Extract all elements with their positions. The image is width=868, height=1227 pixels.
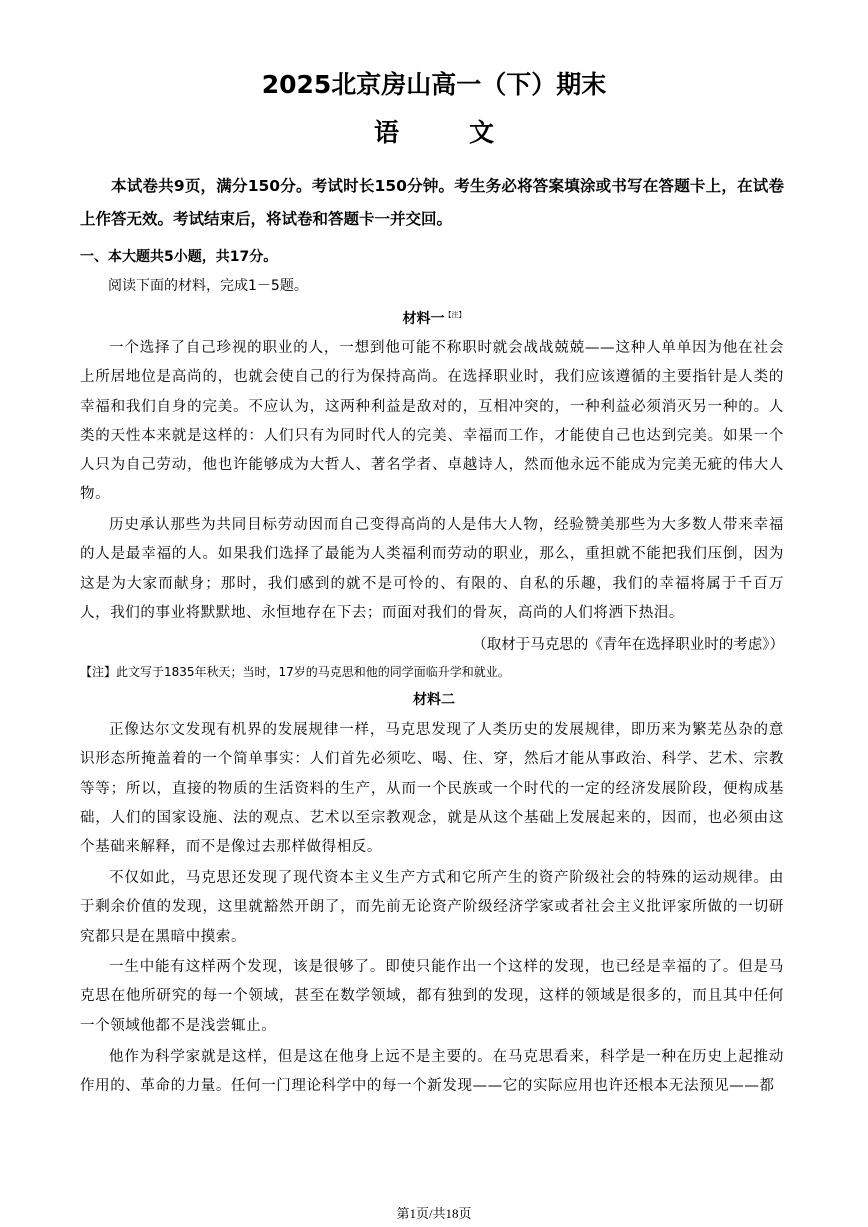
section-heading: 一、本大题共5小题，共17分。	[80, 249, 278, 265]
subject-char-1: 语	[373, 118, 399, 147]
material-1-paragraph-2: 历史承认那些为共同目标劳动因而自己变得高尚的人是伟大人物，经验赞美那些为大多数人带来幸福的人是最幸福的人。如果我们选择了最能为人类福利而劳动的职业，那么，重担就不能把我们压倒，因为这是为大家而献身；那时，我们感到的就不是可怜的、有限的、自私的乐趣，我们的幸福将属于千百万人，我们的事业将默默地、永恒地存在下去；而面对我们的骨灰，高尚的人们将洒下热泪。	[80, 517, 784, 621]
material-2-paragraph-2: 不仅如此，马克思还发现了现代资本主义生产方式和它所产生的资产阶级社会的特殊的运动规律。由于剩余价值的发现，这里就豁然开朗了，而先前无论资产阶级经济学家或者社会主义批评家所做的一切研究都只是在黑暗中摸索。	[80, 870, 784, 945]
material-1-title	[0, 303, 868, 331]
material-2-paragraph-4: 他作为科学家就是这样，但是这在他身上远不是主要的。在马克思看来，科学是一种在历史上起推动作用的、革命的力量。任何一门理论科学中的每一个新发现——它的实际应用也许还根本无法预见——都	[80, 1049, 784, 1095]
reading-directive: 阅读下面的材料，完成1－5题。	[108, 278, 308, 294]
material-2-paragraph-1: 正像达尔文发现有机界的发展规律一样，马克思发现了人类历史的发展规律，即历来为繁芜丛杂的意识形态所掩盖着的一个简单事实：人们首先必须吃、喝、住、穿，然后才能从事政治、科学、艺术、宗教等等；所以，直接的物质的生活资料的生产，从而一个民族或一个时代的一定的经济发展阶段，便构成基础，人们的国家设施、法的观点、艺术以至宗教观念，就是从这个基础上发展起来的，因而，也必须由这个基础来解释，而不是像过去那样做得相反。	[80, 722, 784, 856]
exam-instructions: 本试卷共9页，满分150分。考试时长150分钟。考生务必将答案填涂或书写在答题卡上，在试卷上作答无效。考试结束后，将试卷和答题卡一并交回。	[80, 177, 784, 228]
material-1-title-text: 材料一	[402, 311, 445, 327]
material-1-footnote: 【注】此文写于1835年秋天；当时，17岁的马克思和他的同学面临升学和就业。	[80, 665, 510, 679]
material-2-title: 材料二	[413, 692, 455, 708]
material-1-paragraph-1: 一个选择了自己珍视的职业的人，一想到他可能不称职时就会战战兢兢——这种人单单因为他在社会上所居地位是高尚的，也就会使自己的行为保持高尚。在选择职业时，我们应该遵循的主要指针是人类的幸福和我们自身的完美。不应认为，这两种利益是敌对的，互相冲突的，一种利益必须消灭另一种的。人类的天性本来就是这样的：人们只有为同时代人的完美、幸福而工作，才能使自己也达到完美。如果一个人只为自己劳动，他也许能够成为大哲人、著名学者、卓越诗人，然而他永远不能成为完美无疵的伟大人物。	[80, 340, 784, 503]
subject-char-2: 文	[469, 118, 495, 147]
material-2-paragraph-3: 一生中能有这样两个发现，该是很够了。即使只能作出一个这样的发现，也已经是幸福的了。但是马克思在他所研究的每一个领域，甚至在数学领域，都有独到的发现，这样的领域是很多的，而且其中任何一个领域他都不是浅尝辄止。	[80, 959, 784, 1034]
material-1-source: （取材于马克思的《青年在选择职业时的考虑》）	[472, 637, 784, 653]
subject-title	[0, 116, 868, 150]
page-indicator: 第1页/共18页	[396, 1206, 472, 1221]
exam-title: 2025北京房山高一（下）期末	[261, 70, 607, 99]
footnote-marker: 【注】	[444, 311, 466, 319]
